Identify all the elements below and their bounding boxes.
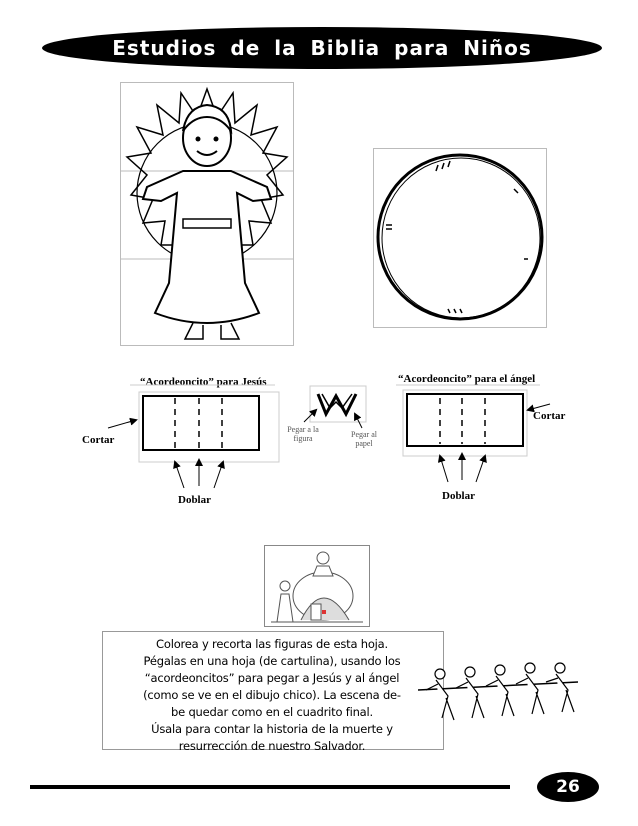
page-title: Estudios de la Biblia para Niños xyxy=(112,36,532,60)
scene-thumbnail-panel xyxy=(264,545,370,627)
right-accordion-title: “Acordeoncito” para el ángel xyxy=(398,373,536,385)
scene-thumbnail-icon xyxy=(265,546,369,626)
cut-label-right: Cortar xyxy=(533,410,566,422)
left-accordion-title: “Acordeoncito” para Jesús xyxy=(140,376,267,388)
instruction-line: be quedar como en el cuadrito final. xyxy=(171,705,373,719)
instruction-line: Pégalas en una hoja (de cartulina), usando los xyxy=(143,654,401,668)
fold-label-left: Doblar xyxy=(178,494,211,506)
instruction-line: resurrección de nuestro Salvador. xyxy=(178,739,366,753)
cut-label-left: Cortar xyxy=(82,434,115,446)
instruction-line: Colorea y recorta las figuras de esta hoja. xyxy=(156,637,388,651)
footer-rule xyxy=(30,785,510,789)
glue-figure-label: Pegar a la figura xyxy=(287,425,319,443)
instruction-line: “acordeoncitos” para pegar a Jesús y al ángel xyxy=(144,671,400,685)
page-number: 26 xyxy=(537,772,599,802)
instruction-line: (como se ve en el dibujo chico). La escena de- xyxy=(143,688,401,702)
glue-paper-label: Pegar al papel xyxy=(351,430,377,448)
instructions-text xyxy=(102,636,442,755)
instruction-line: Úsala para contar la historia de la muerte y xyxy=(151,722,393,736)
tug-of-war-icon xyxy=(418,660,578,730)
fold-label-right: Doblar xyxy=(442,490,475,502)
